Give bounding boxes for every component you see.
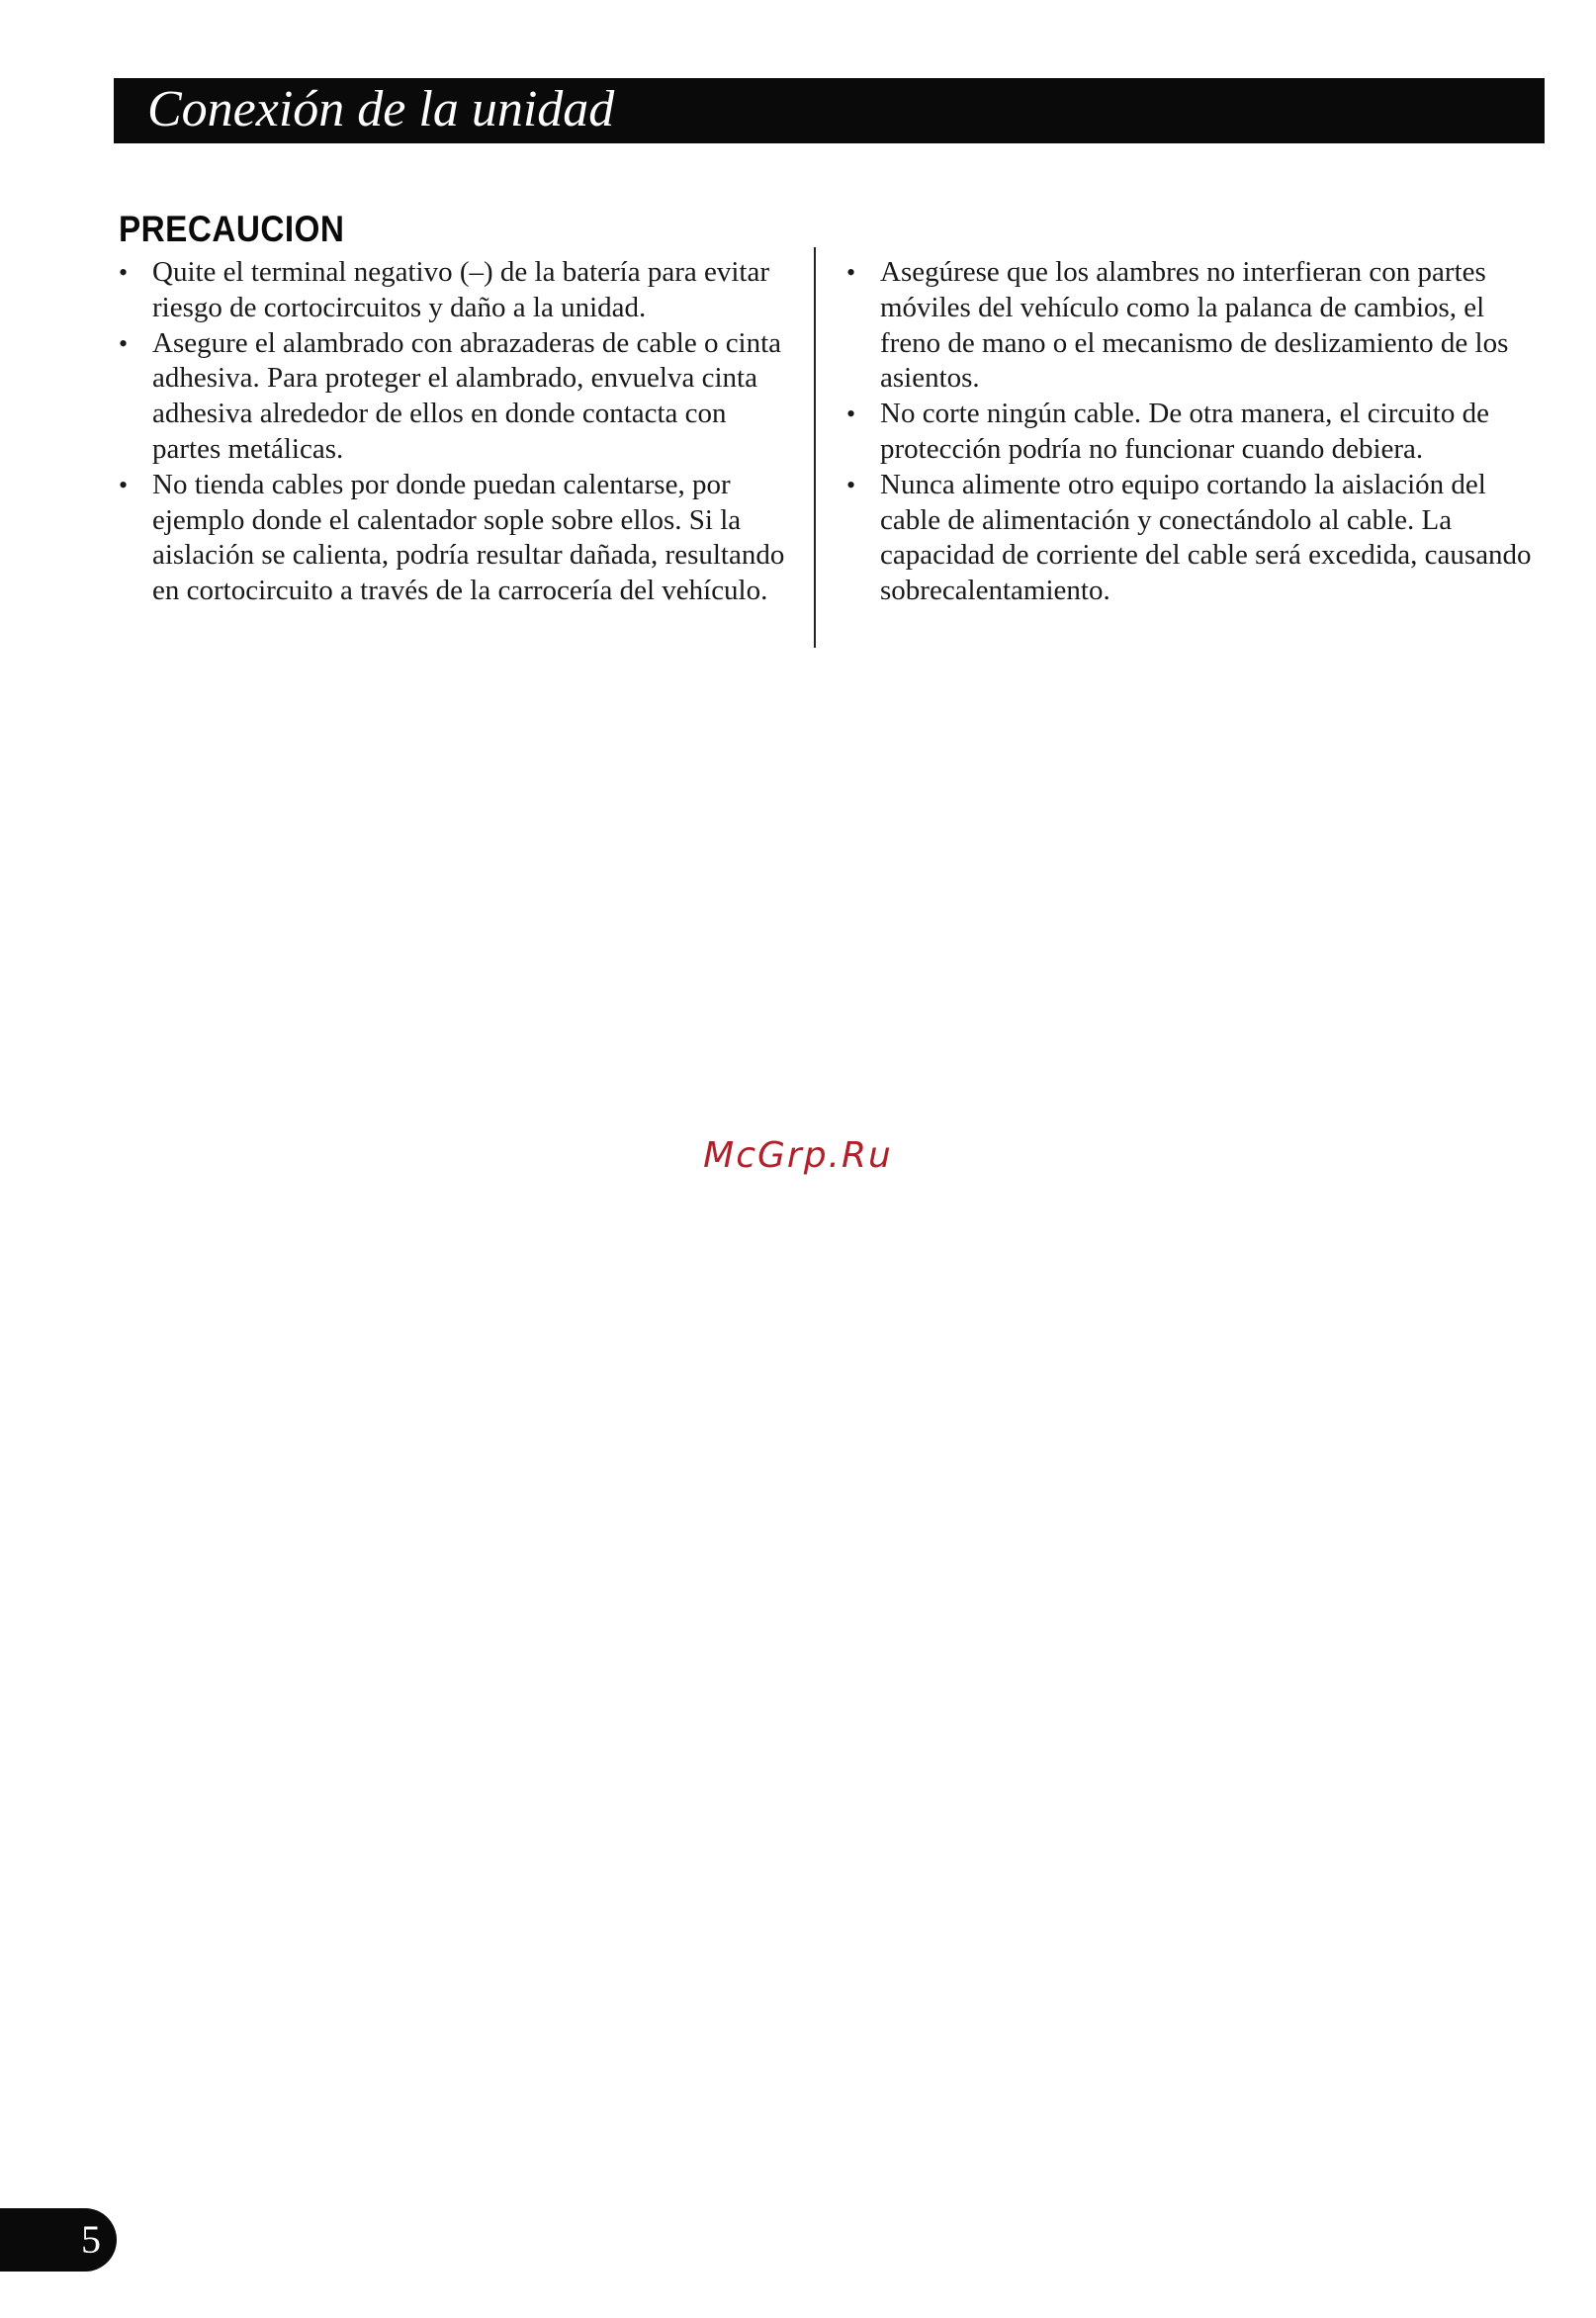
title-bar (114, 78, 1545, 143)
section-heading: PRECAUCION (119, 209, 345, 249)
right-column-list (846, 255, 1539, 609)
column-divider (814, 247, 816, 648)
list-item: • Asegúrese que los alambres no interfieran con partes móviles del vehículo como la palanca de cambios, el freno de mano o el mecanismo de deslizamiento de los asientos. (846, 255, 1539, 397)
list-item: • Quite el terminal negativo (–) de la batería para evitar riesgo de cortocircuitos y daño a la unidad. (119, 255, 801, 326)
list-item: • Nunca alimente otro equipo cortando la aislación del cable de alimentación y conectándolo al cable. La capacidad de corriente del cable será excedida, causando sobrecalentamiento. (846, 468, 1539, 609)
left-column-list (119, 255, 801, 609)
list-item: • Asegure el alambrado con abrazaderas de cable o cinta adhesiva. Para proteger el alambrado, envuelva cinta adhesiva alrededor de ellos en donde contacta con partes metálicas. (119, 326, 801, 468)
page-title: Conexión de la unidad (147, 81, 615, 137)
list-item: • No tienda cables por donde puedan calentarse, por ejemplo donde el calentador sople sobre ellos. Si la aislación se calienta, podría resultar dañada, resultando en cortocircuito a través de la carrocería del vehículo. (119, 468, 801, 609)
page-number: 5 (81, 2217, 101, 2262)
watermark-text: McGrp.Ru (703, 1135, 893, 1176)
list-item: • No corte ningún cable. De otra manera, el circuito de protección podría no funcionar cuando debiera. (846, 397, 1539, 468)
page-number-tab (0, 2208, 117, 2272)
